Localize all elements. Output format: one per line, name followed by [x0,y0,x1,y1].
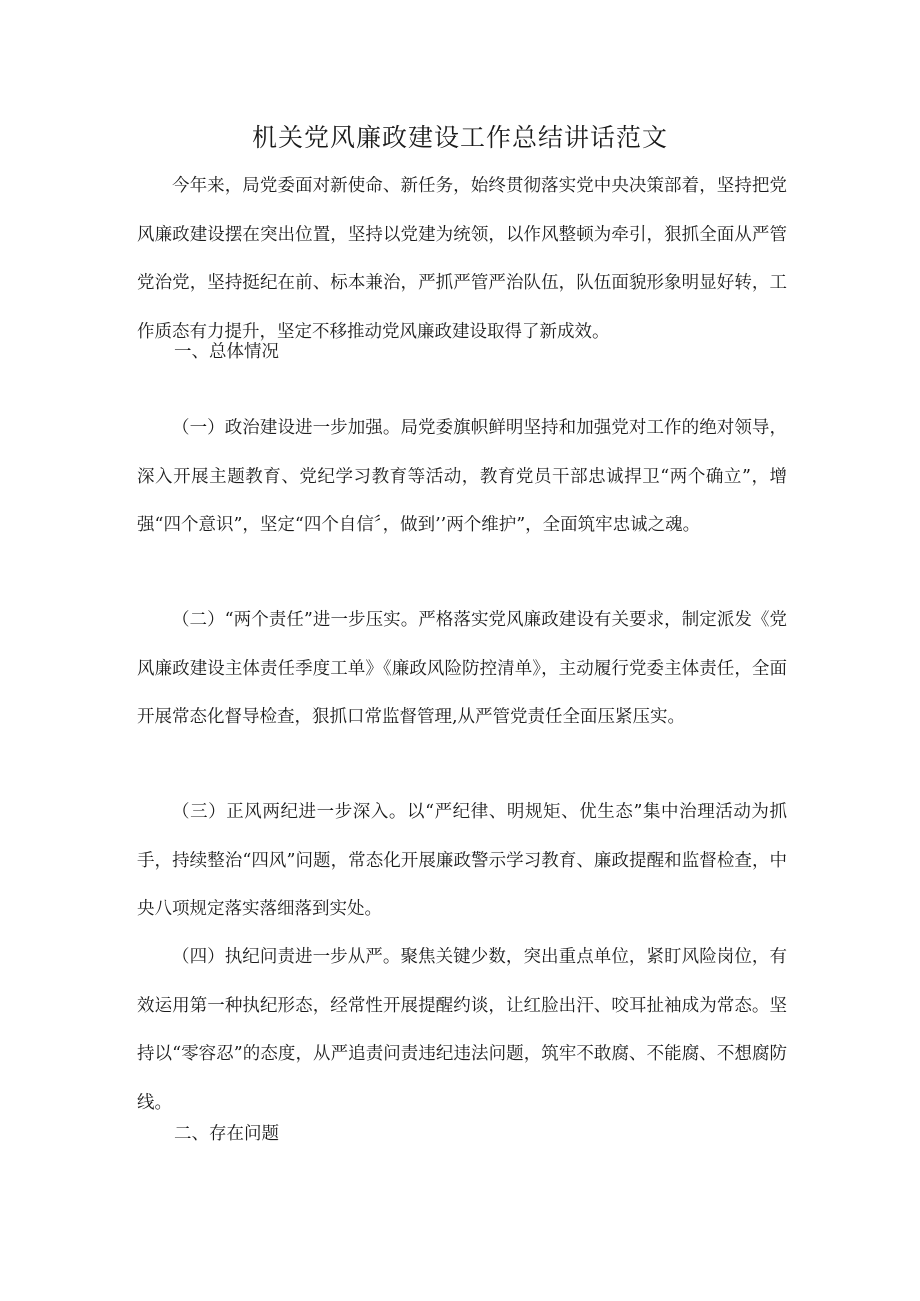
paragraph-two-responsibilities: （二）“两个责任”进一步压实。严格落实党风廉政建设有关要求，制定派发《党风廉政建设主体责任季度工单》《廉政风险防控清单》，主动履行党委主体责任，全面开展常态化督导检查，狠抓口常监督管理,从严管党责任全面压紧压实。 [137,610,787,727]
paragraph-accountability: （四）执纪问责进一步从严。聚焦关键少数，突出重点单位，紧盯风险岗位，有效运用第一种执纪形态，经常性开展提醒约谈，让红脸出汗、咬耳扯袖成为常态。坚持以“零容忍”的态度，从严追责问责违纪违法问题，筑牢不敢腐、不能腐、不想腐防线。 [137,947,787,1113]
section-heading-overall: 一、总体情况 [174,342,279,362]
document-title: 机关党风廉政建设工作总结讲话范文 [251,123,668,152]
paragraph-discipline-rectification: （三）正风两纪进一步深入。以“严纪律、明规矩、优生态”集中治理活动为抓手，持续整治“四风”问题，常态化开展廉政警示学习教育、廉政提醒和监督检查，中央八项规定落实落细落到实处。 [137,802,787,919]
paragraph-political-construction: （一）政治建设进一步加强。局党委旗帜鲜明坚持和加强党对工作的绝对领导，深入开展主题教育、党纪学习教育等活动，教育党员干部忠诚捍卫“两个确立”，增强“四个意识”，坚定“四个自信〞，做到’’两个维护”，全面筑牢忠诚之魂。 [137,418,787,535]
intro-paragraph: 今年来，局党委面对新使命、新任务，始终贯彻落实党中央决策部着，坚持把党风廉政建设摆在突出位置，坚持以党建为统领，以作风整顿为牵引，狠抓全面从严管党治党，坚持挺纪在前、标本兼治，严抓严管严治队伍，队伍面貌形象明显好转，工作质态有力提升，坚定不移推动党风廉政建设取得了新成效。 [137,176,787,342]
section-heading-problems: 二、存在问题 [174,1124,279,1144]
